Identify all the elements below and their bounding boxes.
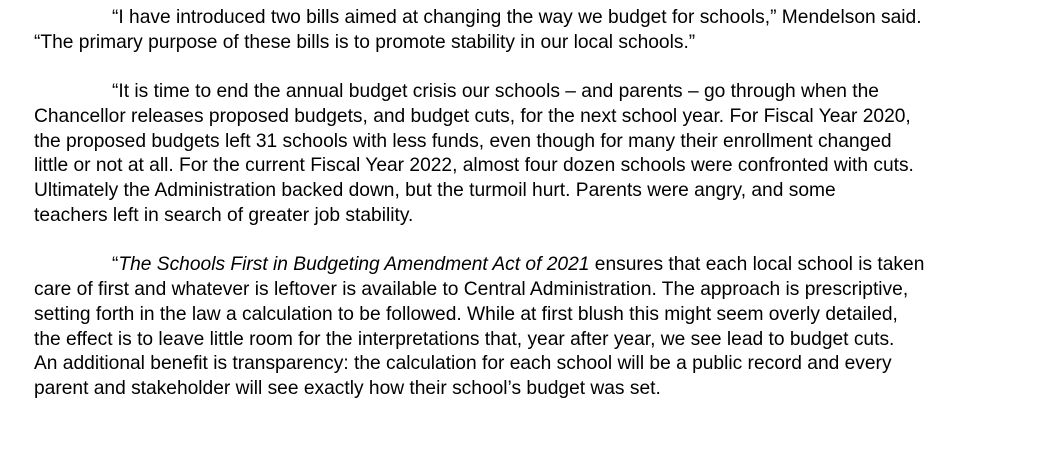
paragraph-1 bbox=[34, 6, 1003, 56]
act-title: The Schools First in Budgeting Amendment Act of 2021 bbox=[118, 254, 590, 276]
open-quote: “ bbox=[112, 254, 119, 276]
text-line: the effect is to leave little room for the interpretations that, year after year, we see lead to budget cuts. bbox=[34, 328, 895, 350]
text-line: care of first and whatever is leftover is available to Central Administration. The approach is prescriptive, bbox=[34, 278, 909, 300]
text-line: teachers left in search of greater job stability. bbox=[34, 204, 414, 226]
text-line: little or not at all. For the current Fiscal Year 2022, almost four dozen schools were confronted with cuts. bbox=[34, 155, 914, 177]
text-line: the proposed budgets left 31 schools with less funds, even though for many their enrollment changed bbox=[34, 130, 892, 152]
text-line: Chancellor releases proposed budgets, and budget cuts, for the next school year. For Fiscal Year 2020, bbox=[34, 105, 911, 127]
text-line: setting forth in the law a calculation to be followed. While at first blush this might seem overly detailed, bbox=[34, 303, 898, 325]
text-line: “It is time to end the annual budget crisis our schools – and parents – go through when the bbox=[112, 80, 879, 102]
text-fragment: ensures that each local school is taken bbox=[589, 254, 925, 276]
text-line: “The primary purpose of these bills is to promote stability in our local schools.” bbox=[34, 31, 696, 53]
text-line bbox=[34, 253, 1003, 278]
paragraph-3 bbox=[34, 253, 1003, 402]
text-line: parent and stakeholder will see exactly how their school’s budget was set. bbox=[34, 378, 661, 400]
paragraph-2 bbox=[34, 80, 1003, 229]
text-line: “I have introduced two bills aimed at changing the way we budget for schools,” Mendelson said. bbox=[112, 7, 922, 28]
text-line: Ultimately the Administration backed down, but the turmoil hurt. Parents were angry, and some bbox=[34, 180, 836, 202]
text-line: An additional benefit is transparency: the calculation for each school will be a public record and every bbox=[34, 353, 892, 375]
